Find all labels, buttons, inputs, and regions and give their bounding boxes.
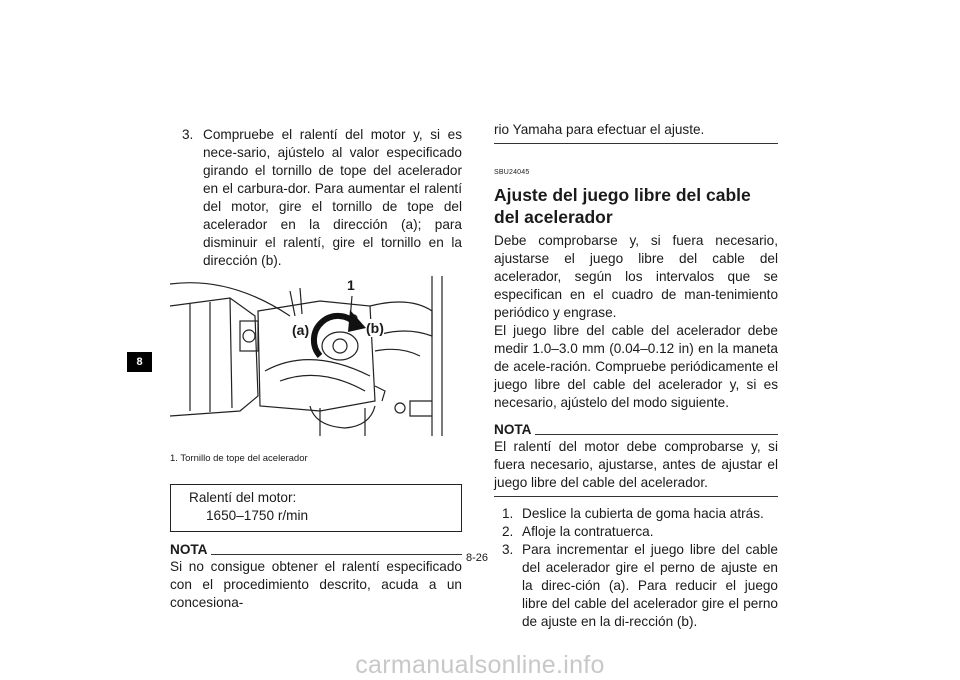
step-number: 1. (502, 506, 514, 521)
continuation-text: rio Yamaha para efectuar el ajuste. (494, 122, 705, 137)
spec-label: Ralentí del motor: (189, 490, 297, 505)
watermark: carmanualsonline.info (355, 651, 605, 679)
page-number: 8-26 (466, 552, 489, 564)
divider (494, 143, 778, 144)
label-b: (b) (366, 320, 384, 336)
right-column (494, 121, 778, 631)
left-column (170, 126, 462, 612)
step-number: 3. (502, 542, 514, 557)
paragraph-1: Debe comprobarse y, si fuera necesario, ajustarse el juego libre del cable del acelerador, según los intervalos que se especifican en el cuadro de man-tenimiento periódico y engrase. (494, 233, 778, 320)
step-text: Para incrementar el juego libre del cable del acelerador gire el perno de ajuste en la direc-ción (a). Para reducir el juego libre del cable del acelerador gire el perno de ajuste en la di-rección (b). (522, 542, 778, 629)
nota-rule (211, 554, 462, 555)
nota-rule (535, 434, 778, 435)
divider (494, 496, 778, 497)
chapter-tab: 8 (127, 352, 152, 372)
paragraph-2: El juego libre del cable del acelerador debe medir 1.0–3.0 mm (0.04–0.12 in) en la maneta de acele-ración. Compruebe periódicamente el juego libre del cable del acelerador y, si es necesario, ajústelo del modo siguiente. (494, 323, 778, 410)
section-title: Ajuste del juego libre del cable del acelerador (494, 185, 751, 227)
nota-heading (170, 542, 462, 558)
step-text: Compruebe el ralentí del motor y, si es nece-sario, ajústelo al valor especificado girando el tornillo de tope del acelerador en el carbura-dor. Para aumentar el ralentí del motor, gire el tornillo de tope del acelerador en la dirección (a); para disminuir el ralentí, gire el tornillo en la dirección (b). (203, 127, 462, 268)
step-list (494, 505, 778, 631)
step-text: Afloje la contratuerca. (522, 524, 654, 539)
list-item (494, 505, 778, 523)
nota-text-right: El ralentí del motor debe comprobarse y, si fuera necesario, ajustarse, antes de ajustar el juego libre del cable del acelerador. (494, 439, 778, 490)
nota-heading-right (494, 422, 778, 438)
section-code: SBU24045 (494, 169, 530, 176)
step-number: 2. (502, 524, 514, 539)
figure-caption: 1. Tornillo de tope del acelerador (170, 453, 308, 464)
nota-text: Si no consigue obtener el ralentí especificado con el procedimiento descrito, acuda a un concesiona- (170, 559, 462, 610)
label-a: (a) (292, 322, 310, 338)
step-number: 3. (182, 127, 194, 142)
step-3 (170, 126, 462, 270)
step-text: Deslice la cubierta de goma hacia atrás. (522, 506, 764, 521)
nota-label: NOTA (494, 422, 532, 437)
nota-label: NOTA (170, 542, 208, 557)
callout-1: 1 (347, 277, 355, 293)
list-item (494, 523, 778, 541)
spec-box (170, 484, 462, 532)
spec-value: 1650–1750 r/min (206, 508, 309, 523)
carburetor-drawing (170, 276, 462, 436)
carburetor-illustration (170, 276, 462, 436)
list-item (494, 541, 778, 631)
